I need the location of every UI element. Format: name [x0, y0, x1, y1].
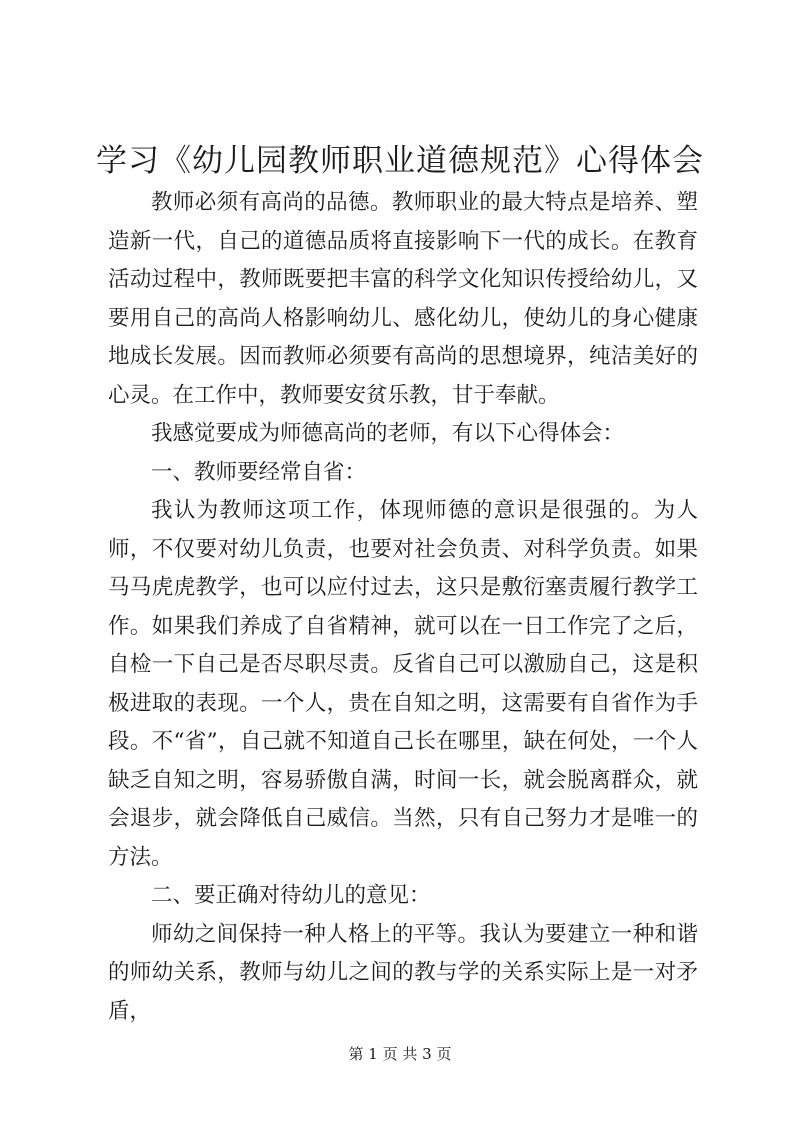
- paragraph-3: 我认为教师这项工作，体现师德的意识是很强的。为人师，不仅要对幼儿负责，也要对社会负责、对科学负责。如果马马虎虎教学，也可以应付过去，这只是敷衍塞责履行教学工作。如果我们养成了自省精神，就可以在一日工作完了之后，自检一下自己是否尽职尽责。反省自己可以激励自己，这是积极进取的表现。一个人，贵在自知之明，这需要有自省作为手段。不“省”，自己就不知道自己长在哪里，缺在何处，一个人缺乏自知之明，容易骄傲自满，时间一长，就会脱离群众，就会退步，就会降低自己威信。当然，只有自己努力才是唯一的方法。: [108, 498, 698, 870]
- section-heading-2: 二、要正确对待幼儿的意见：: [151, 883, 431, 908]
- paragraph-4: 师幼之间保持一种人格上的平等。我认为要建立一种和谐的师幼关系，教师与幼儿之间的教与学的关系实际上是一对矛盾，: [108, 921, 698, 1024]
- document-title: 学习《幼儿园教师职业道德规范》心得体会: [96, 143, 704, 179]
- section-heading-1: 一、教师要经常自省：: [151, 459, 367, 485]
- document-body: [108, 184, 698, 1031]
- paragraph-1: 教师必须有高尚的品德。教师职业的最大特点是培养、塑造新一代，自己的道德品质将直接影响下一代的成长。在教育活动过程中，教师既要把丰富的科学文化知识传授给幼儿，又要用自己的高尚人格影响幼儿、感化幼儿，使幼儿的身心健康地成长发展。因而教师必须要有高尚的思想境界，纯洁美好的心灵。在工作中，教师要安贫乐教，甘于奉献。: [108, 190, 698, 408]
- paragraph-2: 我感觉要成为师德高尚的老师，有以下心得体会：: [151, 421, 625, 446]
- page-number-footer: 第 1 页 共 3 页: [348, 1045, 452, 1063]
